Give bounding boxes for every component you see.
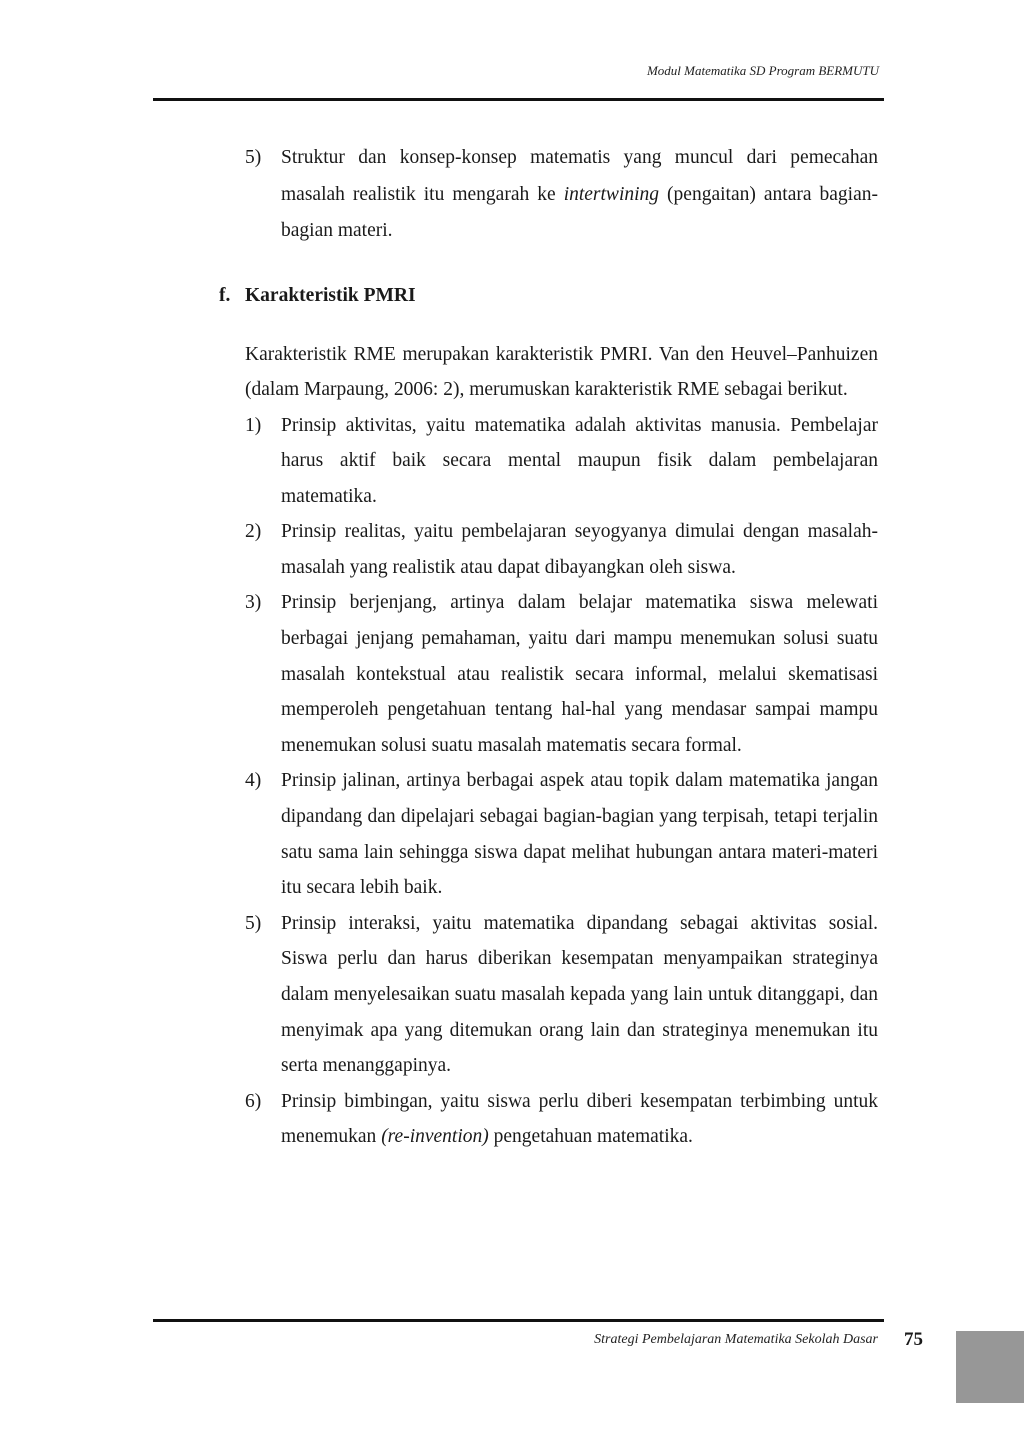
list-item-number: 3) bbox=[245, 592, 262, 614]
list-item-number: 6) bbox=[245, 1090, 262, 1112]
list-item-number: 5) bbox=[245, 912, 262, 934]
running-footer: Strategi Pembelajaran Matematika Sekolah Dasar bbox=[594, 1332, 878, 1347]
page-edge-tab bbox=[956, 1331, 1024, 1403]
list-item-number: 4) bbox=[245, 770, 262, 792]
running-header: Modul Matematika SD Program BERMUTU bbox=[646, 63, 879, 78]
footer-divider bbox=[153, 1319, 884, 1322]
italic-term: intertwining bbox=[563, 183, 660, 205]
list-item-text: Struktur dan konsep-konsep matematis yang muncul dari pemecahan masalah realistik itu mengarah ke intertwining (pengaitan) antara bagian-bagian materi. bbox=[281, 147, 878, 241]
list-item bbox=[0, 585, 878, 763]
list-item bbox=[0, 408, 878, 515]
page-number: 75 bbox=[904, 1329, 923, 1350]
page-body bbox=[0, 140, 1024, 1155]
section-heading bbox=[0, 276, 1024, 316]
list-item-text: Prinsip interaksi, yaitu matematika dipandang sebagai aktivitas sosial. Siswa perlu dan harus diberikan kesempatan menyampaikan strateginya dalam menyelesaikan suatu masalah kepada yang lain untuk ditanggapi, dan menyimak apa yang ditemukan orang lain dan strateginya menemukan itu serta menanggapinya. bbox=[281, 912, 878, 1077]
list-item bbox=[0, 514, 878, 585]
list-item-text: Prinsip bimbingan, yaitu siswa perlu diberi kesempatan terbimbing untuk menemukan (re-invention) pengetahuan matematika. bbox=[281, 1090, 878, 1148]
list-item-text: Prinsip aktivitas, yaitu matematika adalah aktivitas manusia. Pembelajar harus aktif baik secara mental maupun fisik dalam pembelajaran matematika. bbox=[281, 414, 878, 507]
list-item-text: Prinsip berjenjang, artinya dalam belajar matematika siswa melewati berbagai jenjang pemahaman, yaitu dari mampu menemukan solusi suatu masalah kontekstual atau realistik secara informal, melalui skematisasi memperoleh pengetahuan tentang hal-hal yang mendasar sampai mampu menemukan solusi suatu masalah matematis secara formal. bbox=[281, 592, 878, 756]
list-item-text: Prinsip jalinan, artinya berbagai aspek atau topik dalam matematika jangan dipandang dan dipelajari sebagai bagian-bagian yang terpisah, tetapi terjalin satu sama lain sehingga siswa dapat melihat hubungan antara materi-materi itu secara lebih baik. bbox=[281, 770, 878, 899]
list-item bbox=[0, 1084, 878, 1155]
characteristics-list bbox=[0, 408, 1024, 1155]
list-item bbox=[0, 906, 878, 1084]
section-paragraph: Karakteristik RME merupakan karakteristik PMRI. Van den Heuvel–Panhuizen (dalam Marpaung, 2006: 2), merumuskan karakteristik RME sebagai berikut. bbox=[245, 343, 878, 400]
list-item-number: 5) bbox=[245, 147, 262, 168]
list-item bbox=[0, 140, 878, 250]
list-item-number: 1) bbox=[245, 414, 262, 436]
section-letter: f. bbox=[219, 284, 231, 306]
header-divider bbox=[153, 98, 884, 101]
italic-term: (re-invention) bbox=[381, 1126, 489, 1148]
list-item bbox=[0, 763, 878, 905]
list-item-number: 2) bbox=[245, 521, 262, 543]
section-title: Karakteristik PMRI bbox=[245, 284, 416, 306]
list-item-text: Prinsip realitas, yaitu pembelajaran seyogyanya dimulai dengan masalah-masalah yang realistik atau dapat dibayangkan oleh siswa. bbox=[281, 521, 878, 578]
